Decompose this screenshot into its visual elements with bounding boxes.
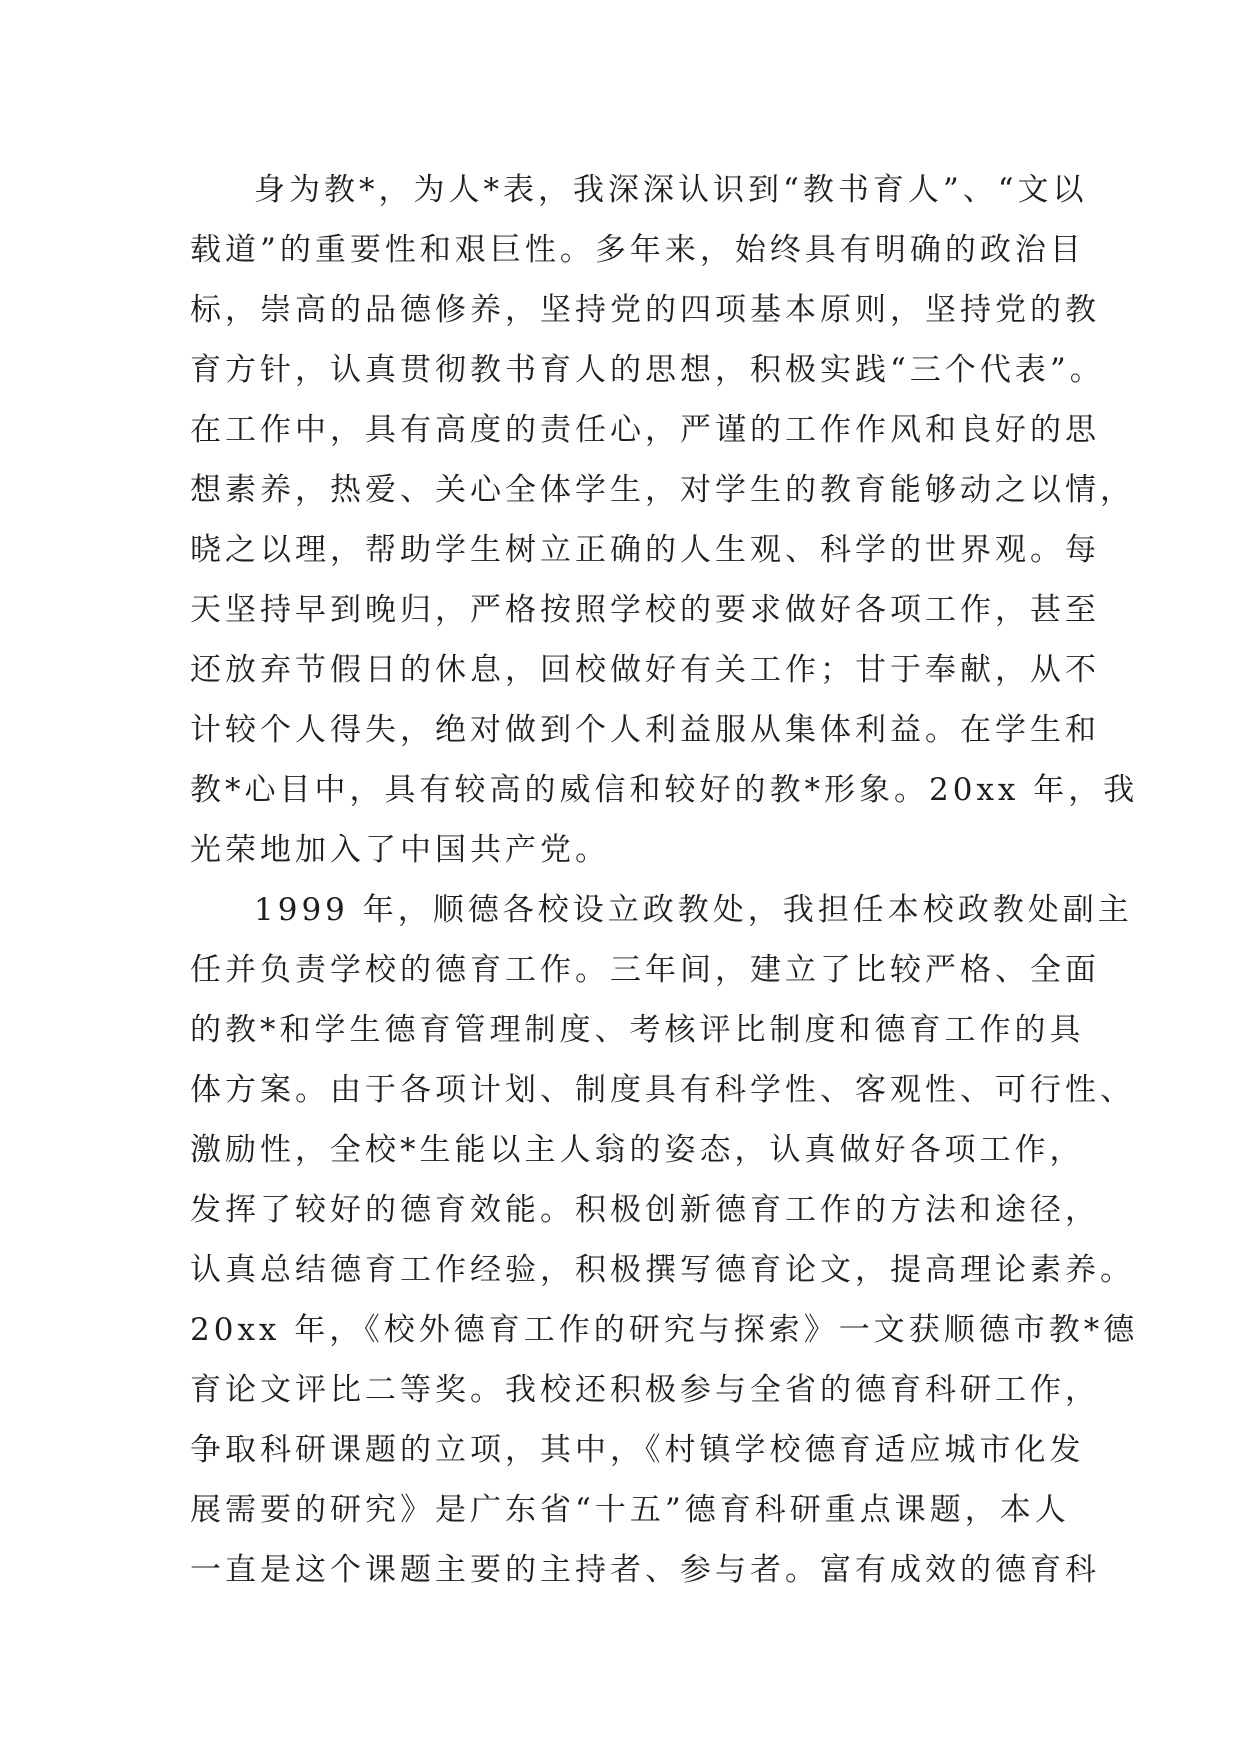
paragraph-2-line: 20xx 年，《校外德育工作的研究与探索》一文获顺德市教*德: [190, 1312, 1139, 1348]
paragraph-2-line: 展需要的研究》是广东省“十五”德育科研重点课题，本人: [190, 1492, 1070, 1528]
paragraph-1-line: 在工作中，具有高度的责任心，严谨的工作作风和良好的思: [190, 412, 1100, 448]
paragraph-2-line: 育论文评比二等奖。我校还积极参与全省的德育科研工作，: [190, 1372, 1100, 1408]
paragraph-1-line: 载道”的重要性和艰巨性。多年来，始终具有明确的政治目: [190, 232, 1085, 268]
paragraph-1-line: 育方针，认真贯彻教书育人的思想，积极实践“三个代表”。: [190, 352, 1105, 388]
paragraph-1-line: 计较个人得失，绝对做到个人利益服从集体利益。在学生和: [190, 712, 1100, 748]
paragraph-2-line: 认真总结德育工作经验，积极撰写德育论文，提高理论素养。: [190, 1252, 1135, 1288]
paragraph-2-line: 任并负责学校的德育工作。三年间，建立了比较严格、全面: [190, 952, 1100, 988]
paragraph-2-line: 激励性，全校*生能以主人翁的姿态，认真做好各项工作，: [190, 1132, 1085, 1168]
paragraph-2-line: 争取科研课题的立项，其中，《村镇学校德育适应城市化发: [190, 1432, 1085, 1468]
paragraph-2-line: 体方案。由于各项计划、制度具有科学性、客观性、可行性、: [190, 1072, 1135, 1108]
paragraph-1-line: 还放弃节假日的休息，回校做好有关工作；甘于奉献，从不: [190, 652, 1100, 688]
paragraph-2-line: 1999 年，顺德各校设立政教处，我担任本校政教处副主: [254, 892, 1133, 928]
paragraph-2-line: 一直是这个课题主要的主持者、参与者。富有成效的德育科: [190, 1552, 1100, 1588]
paragraph-1-line: 光荣地加入了中国共产党。: [190, 832, 610, 868]
paragraph-1-line: 想素养，热爱、关心全体学生，对学生的教育能够动之以情，: [190, 472, 1135, 508]
paragraph-1-line: 标，崇高的品德修养，坚持党的四项基本原则，坚持党的教: [190, 292, 1100, 328]
paragraph-1-line: 天坚持早到晚归，严格按照学校的要求做好各项工作，甚至: [190, 592, 1100, 628]
paragraph-2-line: 的教*和学生德育管理制度、考核评比制度和德育工作的具: [190, 1012, 1085, 1048]
paragraph-1-line: 教*心目中，具有较高的威信和较好的教*形象。20xx 年，我: [190, 772, 1139, 808]
paragraph-1-line: 晓之以理，帮助学生树立正确的人生观、科学的世界观。每: [190, 532, 1100, 568]
paragraph-2-line: 发挥了较好的德育效能。积极创新德育工作的方法和途径，: [190, 1192, 1100, 1228]
body-text: [190, 160, 1139, 1600]
paragraph-1-line: 身为教*，为人*表，我深深认识到“教书育人”、“文以: [254, 172, 1088, 208]
